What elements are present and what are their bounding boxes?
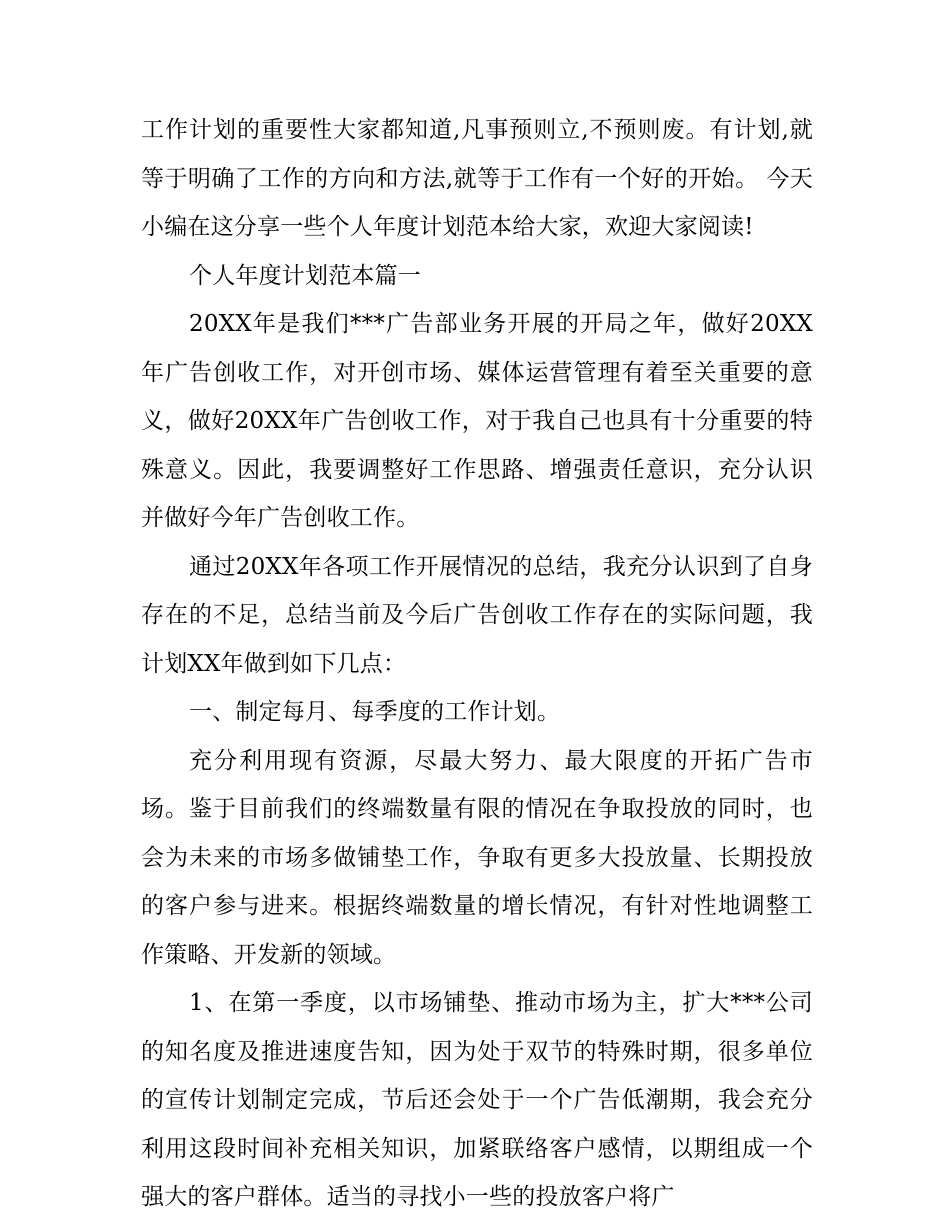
subheading-plan: 一、制定每月、每季度的工作计划。 bbox=[189, 699, 561, 725]
section-heading: 个人年度计划范本篇一 bbox=[189, 262, 421, 289]
paragraph-review: 通过20XX年各项工作开展情况的总结，我充分认识到了自身存在的不足，总结当前及今后广告创收工作存在的实际问题，我计划XX年做到如下几点： bbox=[141, 553, 813, 677]
document-body bbox=[141, 106, 813, 1222]
intro-paragraph: 工作计划的重要性大家都知道,凡事预则立,不预则废。有计划,就等于明确了工作的方向和方法,就等于工作有一个好的开始。 今天小编在这分享一些个人年度计划范本给大家，欢迎大家阅读! bbox=[141, 117, 813, 240]
paragraph-first-quarter: 1、在第一季度，以市场铺垫、推动市场为主，扩大***公司的知名度及推进速度告知，因为处于双节的特殊时期，很多单位的宣传计划制定完成，节后还会处于一个广告低潮期，我会充分利用这段时间补充相关知识，加紧联络客户感情，以期组成一个强大的客户群体。适当的寻找小一些的投放客户将广 bbox=[141, 990, 813, 1210]
paragraph-annual-goal: 20XX年是我们***广告部业务开展的开局之年，做好20XX年广告创收工作，对开创市场、媒体运营管理有着至关重要的意义，做好20XX年广告创收工作，对于我自己也具有十分重要的特殊意义。因此，我要调整好工作思路、增强责任意识，充分认识并做好今年广告创收工作。 bbox=[141, 311, 813, 531]
paragraph-resources: 充分利用现有资源，尽最大努力、最大限度的开拓广告市场。鉴于目前我们的终端数量有限的情况在争取投放的同时，也会为未来的市场多做铺垫工作，争取有更多大投放量、长期投放的客户参与进来。根据终端数量的增长情况，有针对性地调整工作策略、开发新的领域。 bbox=[141, 747, 813, 968]
